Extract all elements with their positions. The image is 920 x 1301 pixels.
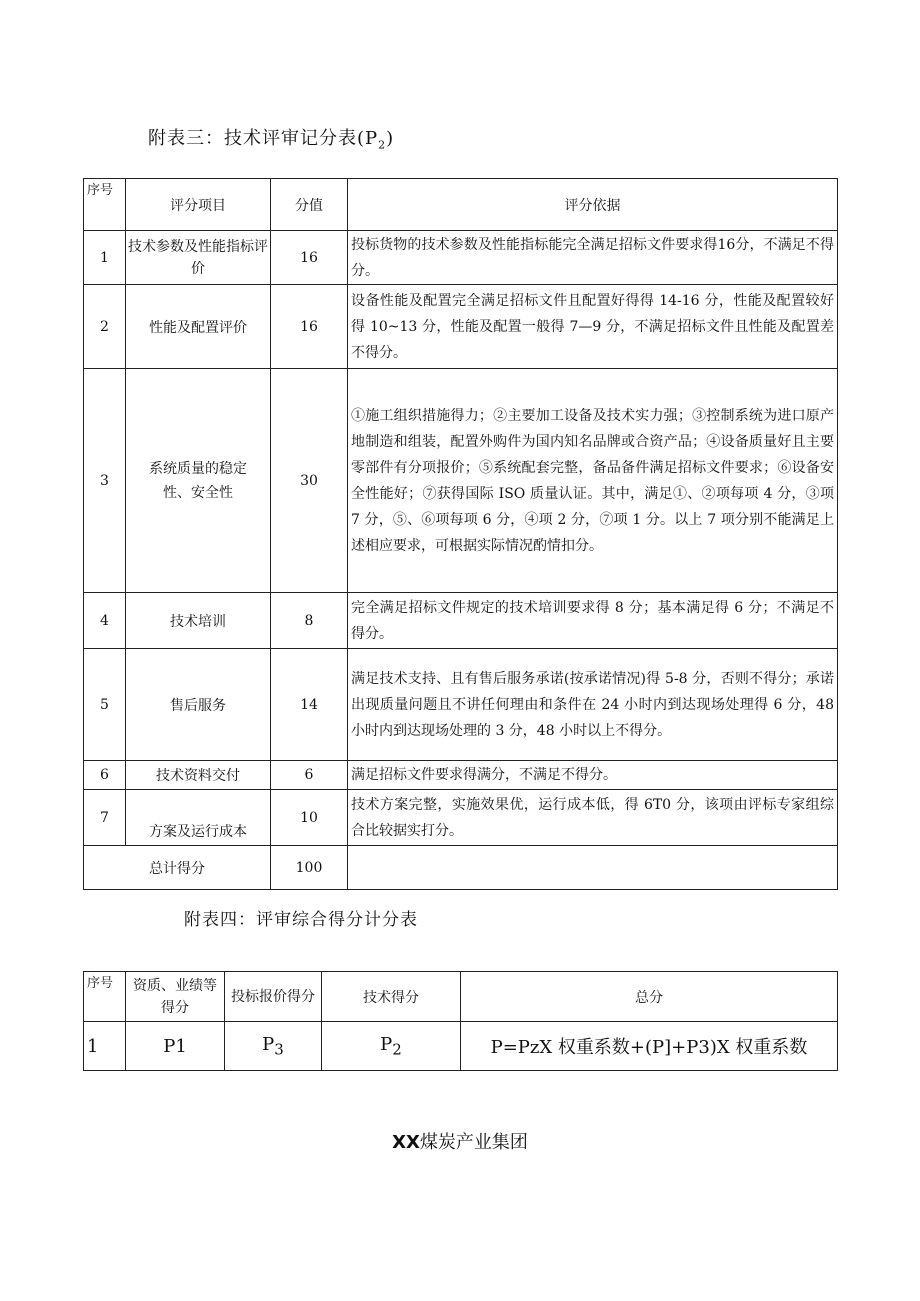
row-item: 技术参数及性能指标评价 — [126, 231, 271, 285]
header-item: 评分项目 — [126, 179, 271, 231]
row-basis: 满足技术支持、且有售后服务承诺(按承诺情况)得 5-8 分，否则不得分；承诺出现质量问题且不讲任何理由和条件在 24 小时内到达现场处理得 6 分，48 小时内到达现场处理的 3 分，48 小时以上不得分。 — [348, 649, 838, 761]
table-header-row — [84, 179, 838, 231]
row-basis: 设备性能及配置完全满足招标文件且配置好得得 14-16 分，性能及配置较好得 10~13 分，性能及配置一般得 7—9 分，不满足招标文件且性能及配置差不得分。 — [348, 285, 838, 369]
row-score: 16 — [271, 231, 348, 285]
header-technical: 技术得分 — [322, 972, 461, 1022]
row-basis: 完全满足招标文件规定的技术培训要求得 8 分；基本满足得 6 分；不满足不得分。 — [348, 593, 838, 649]
header-total: 总分 — [461, 972, 838, 1022]
row-no: 5 — [84, 649, 126, 761]
row-score: 10 — [271, 790, 348, 846]
row-basis: 技术方案完整，实施效果优，运行成本低，得 6T0 分，该项由评标专家组综合比较据实打分。 — [348, 790, 838, 846]
row-no: 3 — [84, 369, 126, 593]
row-basis: 投标货物的技术参数及性能指标能完全满足招标文件要求得16分，不满足不得分。 — [348, 231, 838, 285]
table2-title: 附表四：评审综合得分计分表 — [184, 910, 418, 930]
total-score: 100 — [271, 846, 348, 890]
table-row — [84, 761, 838, 790]
row-item: 售后服务 — [126, 649, 271, 761]
company-footer: XX煤炭产业集团 — [392, 1132, 528, 1153]
table2-header-row — [84, 972, 838, 1022]
row-no: 6 — [84, 761, 126, 790]
total-basis-empty — [348, 846, 838, 890]
header-no: 序号 — [84, 972, 126, 1022]
row-no: 4 — [84, 593, 126, 649]
row-score: 14 — [271, 649, 348, 761]
row-score: 16 — [271, 285, 348, 369]
table-row — [84, 285, 838, 369]
header-no: 序号 — [84, 179, 126, 231]
table-row — [84, 593, 838, 649]
table-row — [84, 790, 838, 846]
table1-title: 附表三：技术评审记分表$(P_2)$ — [148, 128, 395, 152]
composite-scoring-table — [83, 971, 838, 1071]
table-row — [84, 369, 838, 593]
row-item: 技术资料交付 — [126, 761, 271, 790]
row-score: 30 — [271, 369, 348, 593]
header-basis: 评分依据 — [348, 179, 838, 231]
table-row — [84, 649, 838, 761]
table-total-row — [84, 846, 838, 890]
row-formula: P=PzX 权重系数+(P]+P3)X 权重系数 — [461, 1022, 838, 1071]
row-item: 方案及运行成本 — [126, 790, 271, 846]
row-p1: P1 — [126, 1022, 225, 1071]
total-label: 总计得分 — [84, 846, 271, 890]
table-row — [84, 231, 838, 285]
row-no: 1 — [84, 1022, 126, 1071]
row-item: 性能及配置评价 — [126, 285, 271, 369]
row-item: 技术培训 — [126, 593, 271, 649]
header-bid-price: 投标报价得分 — [225, 972, 322, 1022]
header-score: 分值 — [271, 179, 348, 231]
row-no: 2 — [84, 285, 126, 369]
header-qualification: 资质、业绩等得分 — [126, 972, 225, 1022]
row-basis: ①施工组织措施得力；②主要加工设备及技术实力强；③控制系统为进口原产地制造和组装，配置外购件为国内知名品牌或合资产品；④设备质量好且主要零部件有分项报价；⑤系统配套完整，备品备件满足招标文件要求；⑥设备安全性能好；⑦获得国际 ISO 质量认证。其中，满足①、②项每项 4 分，③项 7 分，⑤、⑥项每项 6 分，④项 2 分，⑦项 1 分。以上 7 项分别不能满足上述相应要求，可根据实际情况酌情扣分。 — [348, 369, 838, 593]
row-score: 6 — [271, 761, 348, 790]
row-score: 8 — [271, 593, 348, 649]
row-basis: 满足招标文件要求得满分，不满足不得分。 — [348, 761, 838, 790]
row-p3: $P_3$ — [225, 1022, 322, 1071]
row-item: 系统质量的稳定性、安全性 — [126, 369, 271, 593]
row-no: 7 — [84, 790, 126, 846]
row-no: 1 — [84, 231, 126, 285]
row-p2: $P_2$ — [322, 1022, 461, 1071]
technical-scoring-table — [83, 178, 838, 890]
table2-row — [84, 1022, 838, 1071]
